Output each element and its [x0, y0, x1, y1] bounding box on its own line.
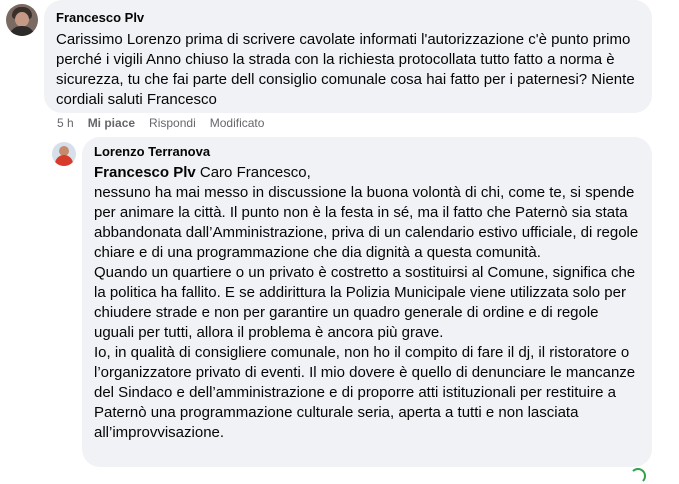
avatar-body [55, 155, 73, 166]
comment-author[interactable]: Francesco Plv [56, 10, 145, 25]
reply-button[interactable]: Rispondi [149, 116, 196, 130]
comment-text: nessuno ha mai messo in discussione la buona volontà di chi, come te, si spende per animare la città. Il punto non è la festa in sé, ma il fatto che Paternò sia stata abbandonata dall’Amministrazione, priva di un calendario estivo ufficiale, di regole chiare e di una programmazione che dia dignità a questa comunità. Quando un quartiere o un privato è costretto a sostituirsi al Comune, significa che la politica ha fallito. E se addirittura la Polizia Municipale viene utilizzata solo per chiudere strade e non per garantire un quadro generale di ordine e di regole uguali per tutti, allora il problema è ancora più grave. Io, in qualità di consigliere comunale, non ho il compito di fare il dj, il ristoratore o l’organizzatore privato di eventi. Il mio dovere è quello di denunciare le mancanze del Sindaco e dell’amministrazione e di proporre atti istituzionali per restituire a Paternò una programmazione culturale seria, aperta a tutti e non lasciata all’improvvisazione. [94, 184, 639, 441]
avatar-face [15, 12, 29, 27]
like-button[interactable]: Mi piace [87, 116, 136, 130]
mention-link[interactable]: Francesco Plv [94, 164, 196, 181]
comment-actions [57, 115, 278, 131]
comment-bubble-lorenzo [82, 137, 652, 467]
comment-author[interactable]: Lorenzo Terranova [94, 144, 211, 159]
comment-time[interactable]: 5 h [57, 116, 74, 130]
avatar-francesco[interactable] [6, 4, 38, 36]
greeting-text: Caro Francesco, [195, 164, 311, 181]
comment-bubble-francesco [44, 0, 652, 113]
comment-text: Carissimo Lorenzo prima di scrivere cavolate informati l'autorizzazione c'è punto primo perché i vigili Anno chiuso la strada con la richiesta protocollata tutto fatto a norma è sicurezza, tu che fai parte dell consiglio comunale cosa hai fatto per i paternesi? Niente cordiali saluti Francesco [56, 31, 635, 108]
comment-first-line [94, 163, 640, 183]
avatar-lorenzo[interactable] [52, 142, 76, 166]
edited-label[interactable]: Modificato [209, 116, 265, 130]
avatar-body [9, 26, 35, 36]
